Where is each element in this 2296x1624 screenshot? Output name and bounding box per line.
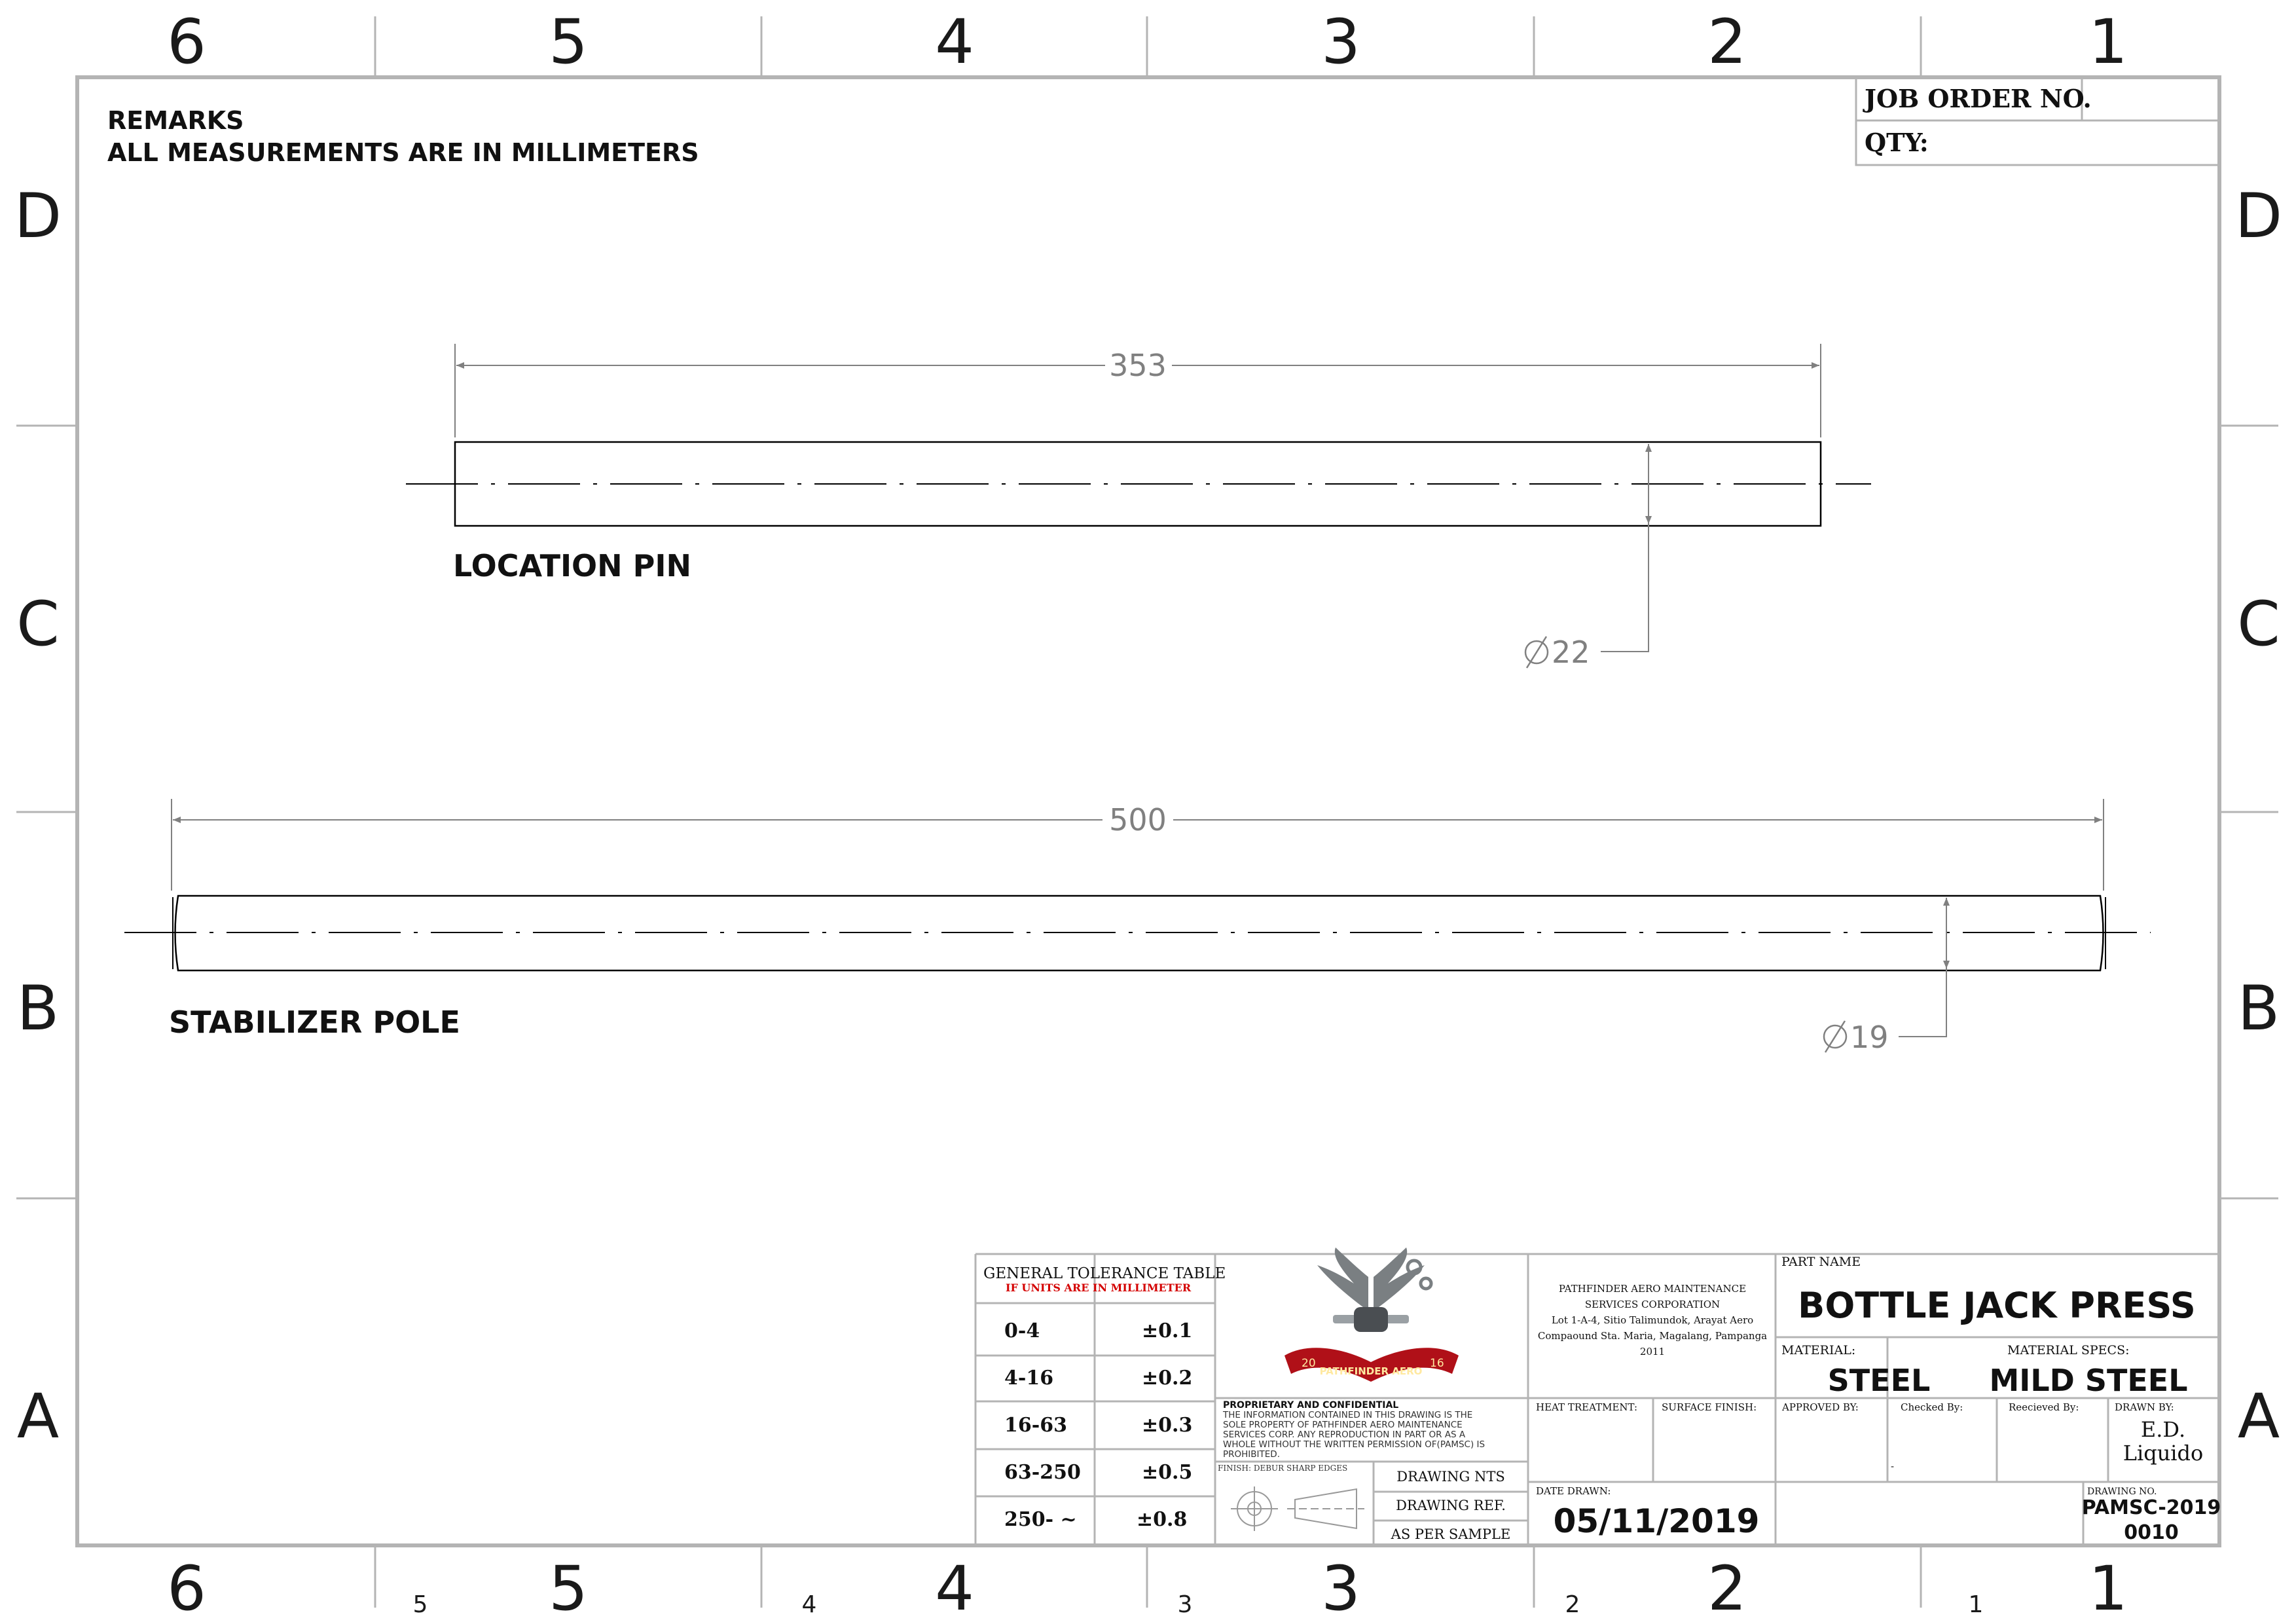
zone-row-a-right: A bbox=[2237, 1381, 2280, 1452]
zone-col-3-bottom-small: 3 bbox=[1177, 1591, 1193, 1618]
drawn-by-initials: E.D. bbox=[2140, 1417, 2186, 1442]
job-order-label: JOB ORDER NO. bbox=[1865, 84, 2092, 113]
location-pin-view bbox=[406, 344, 1871, 670]
proprietary-line-3: SERVICES CORP. ANY REPRODUCTION IN PART OR AS A bbox=[1223, 1430, 1466, 1440]
company-line-3: Lot 1-A-4, Sitio Talimundok, Arayat Aero bbox=[1551, 1314, 1754, 1326]
drawn-by-label: DRAWN BY: bbox=[2115, 1401, 2174, 1413]
date-drawn-label: DATE DRAWN: bbox=[1536, 1485, 1611, 1497]
date-drawn-value: 05/11/2019 bbox=[1553, 1502, 1760, 1540]
stabilizer-pole-diameter-dimension: 19 bbox=[1850, 1020, 1889, 1055]
finish-note: FINISH: DEBUR SHARP EDGES bbox=[1218, 1464, 1348, 1473]
tolerance-range-1: 4-16 bbox=[1004, 1367, 1054, 1390]
tolerance-range-0: 0-4 bbox=[1004, 1320, 1040, 1342]
tolerance-value-2: ±0.3 bbox=[1142, 1414, 1193, 1437]
checked-by-label: Checked By: bbox=[1901, 1401, 1963, 1413]
zone-col-4-bottom-small: 4 bbox=[801, 1591, 817, 1618]
company-line-5: 2011 bbox=[1639, 1346, 1666, 1357]
company-line-1: PATHFINDER AERO MAINTENANCE bbox=[1558, 1283, 1747, 1295]
zone-col-1-bottom: 1 bbox=[2088, 1553, 2128, 1624]
drawing-note-sample: AS PER SAMPLE bbox=[1391, 1526, 1511, 1542]
drawing-no-label: DRAWING NO. bbox=[2087, 1486, 2157, 1497]
location-pin-diameter-symbol bbox=[1525, 637, 1548, 668]
material-label: MATERIAL: bbox=[1781, 1343, 1856, 1357]
logo-banner-text: PATHFINDER AERO bbox=[1319, 1365, 1423, 1377]
zone-row-d-left: D bbox=[14, 181, 62, 252]
proprietary-line-2: SOLE PROPERTY OF PATHFINDER AERO MAINTENANCE bbox=[1223, 1420, 1463, 1430]
zone-col-1-bottom-small: 1 bbox=[1968, 1591, 1984, 1618]
company-logo bbox=[1285, 1247, 1459, 1382]
location-pin-length-dimension: 353 bbox=[1109, 348, 1167, 383]
tolerance-range-2: 16-63 bbox=[1004, 1414, 1067, 1437]
title-block bbox=[975, 1247, 2221, 1545]
surface-finish-label: SURFACE FINISH: bbox=[1662, 1401, 1757, 1413]
material-specs-label: MATERIAL SPECS: bbox=[2007, 1343, 2130, 1357]
proprietary-line-1: THE INFORMATION CONTAINED IN THIS DRAWING IS THE bbox=[1223, 1410, 1473, 1420]
zone-col-6-bottom: 6 bbox=[167, 1553, 206, 1624]
material-specs-value: MILD STEEL bbox=[1989, 1363, 2188, 1398]
zone-col-5-top: 5 bbox=[549, 7, 588, 78]
tolerance-value-1: ±0.2 bbox=[1142, 1367, 1193, 1390]
drawing-no-value: PAMSC-2019 bbox=[2081, 1496, 2221, 1519]
tolerance-range-3: 63-250 bbox=[1004, 1461, 1081, 1484]
heat-treatment-label: HEAT TREATMENT: bbox=[1536, 1401, 1638, 1413]
third-angle-projection-icon bbox=[1231, 1486, 1364, 1531]
zone-col-2-bottom-small: 2 bbox=[1565, 1591, 1580, 1618]
stabilizer-pole-view bbox=[124, 799, 2151, 1055]
proprietary-line-5: PROHIBITED. bbox=[1223, 1449, 1280, 1460]
location-pin-diameter-dimension: 22 bbox=[1552, 635, 1590, 670]
proprietary-title: PROPRIETARY AND CONFIDENTIAL bbox=[1223, 1400, 1399, 1411]
zone-row-b-right: B bbox=[2237, 973, 2280, 1044]
zone-col-4-bottom: 4 bbox=[935, 1553, 974, 1624]
proprietary-line-4: WHOLE WITHOUT THE WRITTEN PERMISSION OF(PAMSC) IS bbox=[1223, 1439, 1485, 1450]
zone-row-c-right: C bbox=[2237, 589, 2280, 660]
zone-col-6-top: 6 bbox=[167, 7, 206, 78]
zone-col-3-top: 3 bbox=[1321, 7, 1360, 78]
location-pin-label: LOCATION PIN bbox=[453, 548, 692, 583]
zone-col-2-bottom: 2 bbox=[1707, 1553, 1747, 1624]
qty-label: QTY: bbox=[1865, 128, 1929, 157]
drawing-note-ref: DRAWING REF. bbox=[1396, 1498, 1506, 1513]
zone-col-5-bottom: 5 bbox=[549, 1553, 588, 1624]
remarks-title: REMARKS bbox=[107, 106, 244, 135]
company-line-2: SERVICES CORPORATION bbox=[1584, 1299, 1721, 1310]
zone-col-5-bottom-small: 5 bbox=[412, 1591, 428, 1618]
zone-col-3-bottom: 3 bbox=[1321, 1553, 1360, 1624]
zone-row-c-left: C bbox=[16, 589, 60, 660]
tolerance-value-4: ±0.8 bbox=[1137, 1508, 1188, 1531]
tolerance-table-subtitle: IF UNITS ARE IN MILLIMETER bbox=[1006, 1282, 1192, 1294]
material-value: STEEL bbox=[1827, 1363, 1931, 1398]
tolerance-table-title: GENERAL TOLERANCE TABLE bbox=[983, 1265, 1226, 1282]
tolerance-value-0: ±0.1 bbox=[1142, 1320, 1193, 1342]
drawn-by-name: Liquido bbox=[2123, 1441, 2204, 1466]
approved-by-label: APPROVED BY: bbox=[1782, 1401, 1859, 1413]
stabilizer-pole-length-dimension: 500 bbox=[1109, 802, 1167, 838]
tolerance-range-4: 250- ~ bbox=[1004, 1508, 1077, 1531]
received-by-label: Reecieved By: bbox=[2009, 1401, 2079, 1413]
zone-col-1-top: 1 bbox=[2088, 7, 2128, 78]
part-name-label: PART NAME bbox=[1781, 1255, 1861, 1269]
zone-col-4-top: 4 bbox=[935, 7, 974, 78]
zone-col-2-top: 2 bbox=[1707, 7, 1747, 78]
checked-by-value: - bbox=[1891, 1460, 1895, 1472]
remarks-text: ALL MEASUREMENTS ARE IN MILLIMETERS bbox=[107, 138, 699, 167]
company-line-4: Compaound Sta. Maria, Magalang, Pampanga bbox=[1537, 1330, 1768, 1342]
part-name-value: BOTTLE JACK PRESS bbox=[1798, 1285, 2196, 1326]
zone-row-b-left: B bbox=[16, 973, 60, 1044]
zone-row-a-left: A bbox=[16, 1381, 60, 1452]
job-order-box bbox=[1856, 77, 2219, 165]
stabilizer-pole-label: STABILIZER POLE bbox=[169, 1005, 460, 1040]
tolerance-value-3: ±0.5 bbox=[1142, 1461, 1193, 1484]
logo-year-right: 16 bbox=[1430, 1357, 1444, 1370]
stabilizer-pole-diameter-symbol bbox=[1824, 1021, 1846, 1052]
zone-row-d-right: D bbox=[2234, 181, 2283, 252]
drawing-no-suffix: 0010 bbox=[2124, 1521, 2179, 1544]
logo-year-left: 20 bbox=[1302, 1357, 1316, 1370]
drawing-note-nts: DRAWING NTS bbox=[1396, 1469, 1505, 1485]
